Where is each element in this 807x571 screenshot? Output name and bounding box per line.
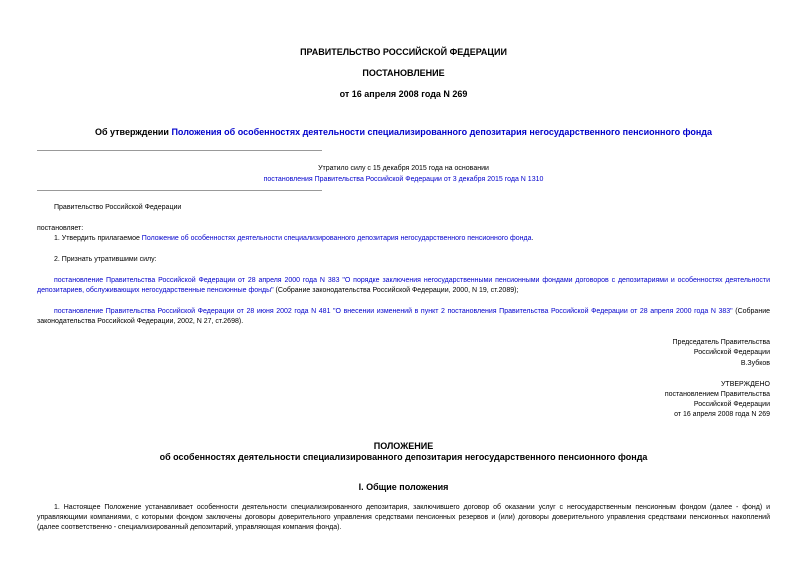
- approval-line-4: от 16 апреля 2008 года N 269: [674, 411, 770, 418]
- item-2: 2. Признать утратившими силу:: [54, 256, 157, 263]
- item-1-prefix: 1. Утвердить прилагаемое: [54, 235, 142, 242]
- reference-2-link[interactable]: постановление Правительства Российской Федерации от 28 июня 2002 года N 481 "О внесении изменений в пункт 2 постановления Правительства Российской Федерации от 28 апреля 2000 года N 383": [54, 308, 733, 315]
- doc-title-prefix: Об утверждении: [94, 127, 172, 137]
- section-1-heading: I. Общие положения: [358, 482, 449, 492]
- reference-2: [37, 307, 770, 327]
- item-1-link[interactable]: Положение об особенностях деятельности специализированного депозитария негосударственного пенсионного фонда: [141, 235, 532, 242]
- paragraph-1: 1. Настоящее Положение устанавливает особенности деятельности специализированного депозитария, заключившего договор об оказании услуг с негосударственным пенсионным фондом (далее - фонд) и управляющими компаниями, с которыми фондом заключены договоры доверительного управления средствами пенсионных резервов и (или) договоры доверительного управления средствами пенсионных накоплений (далее соответственно - специализированный депозитарий, управляющая компания фонда).: [37, 504, 770, 531]
- doc-title: [0, 127, 807, 137]
- approval-line-2: постановлением Правительства: [664, 391, 770, 398]
- reference-2-suffix: (Собрание законодательства Российской Федерации, 2002, N 27, ст.2698).: [37, 308, 770, 325]
- reference-1: [37, 276, 770, 296]
- doc-type-heading: ПОСТАНОВЛЕНИЕ: [362, 68, 445, 78]
- signature-line-1: Председатель Правительства: [672, 339, 770, 346]
- item-1-suffix: .: [531, 235, 534, 242]
- bottom-rule: [37, 190, 322, 191]
- approval-line-1: УТВЕРЖДЕНО: [720, 381, 770, 388]
- government-heading: ПРАВИТЕЛЬСТВО РОССИЙСКОЙ ФЕДЕРАЦИИ: [300, 47, 507, 57]
- reference-1-suffix: (Собрание законодательства Российской Федерации, 2000, N 19, ст.2089);: [273, 287, 519, 294]
- top-rule: [37, 150, 322, 151]
- item-1: [54, 234, 533, 244]
- doc-title-link[interactable]: Положения об особенностях деятельности специализированного депозитария негосударственного пенсионного фонда: [171, 127, 713, 137]
- regulation-subtitle: об особенностях деятельности специализированного депозитария негосударственного пенсионного фонда: [159, 452, 648, 462]
- doc-date-heading: от 16 апреля 2008 года N 269: [339, 89, 468, 99]
- issuer-text: Правительство Российской Федерации: [54, 204, 182, 211]
- decree-text: постановляет:: [37, 225, 84, 232]
- signature-line-2: Российской Федерации: [693, 349, 770, 356]
- signature-name: В.Зубков: [740, 360, 770, 367]
- status-link[interactable]: постановления Правительства Российской Федерации от 3 декабря 2015 года N 1310: [263, 176, 544, 183]
- reference-1-link[interactable]: постановление Правительства Российской Федерации от 28 апреля 2000 года N 383 "О порядке заключения негосударственными пенсионными фондами договоров с депозитариями и особенностях деятельности депозитариев, обслуживающих негосударственные пенсионные фонды": [37, 277, 770, 294]
- approval-line-3: Российской Федерации: [693, 401, 770, 408]
- regulation-title: ПОЛОЖЕНИЕ: [373, 441, 434, 451]
- status-line: Утратило силу с 15 декабря 2015 года на основании: [318, 165, 489, 172]
